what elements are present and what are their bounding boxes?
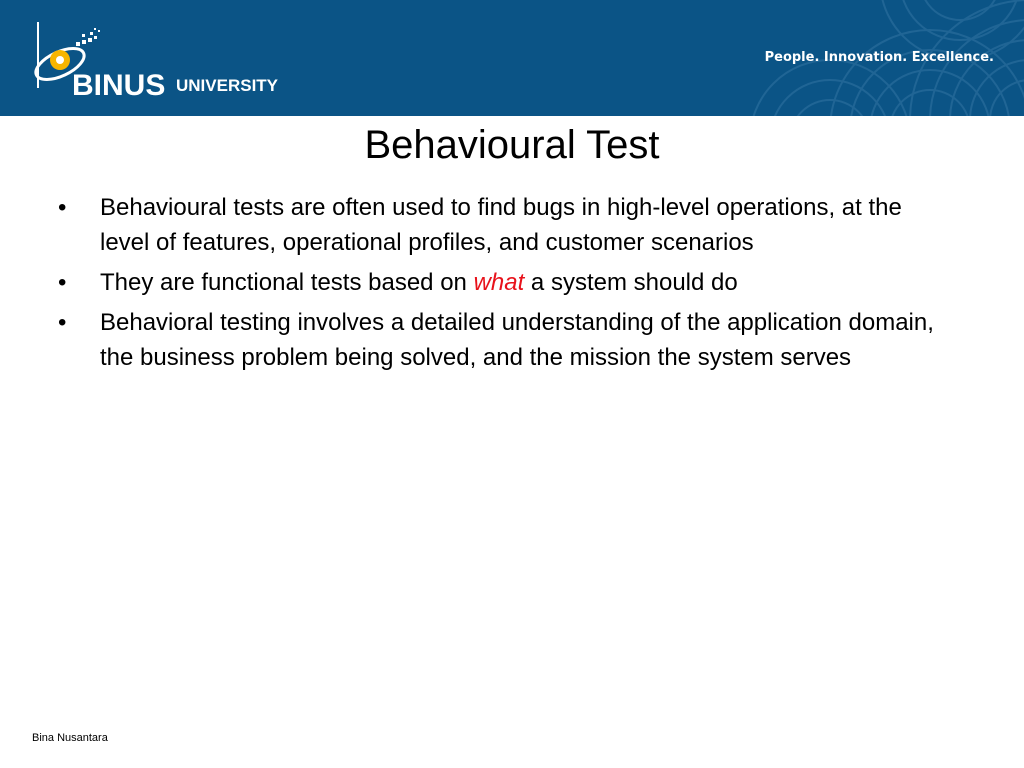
bullet-text: Behavioural tests are often used to find bugs in high-level operations, at the level of features, operational profiles, and customer scenarios — [100, 194, 902, 256]
bullet-text: Behavioral testing involves a detailed understanding of the application domain, the business problem being solved, and the mission the system serves — [100, 309, 934, 371]
logo-wordmark: BINUS — [72, 69, 166, 102]
footer-text: Bina Nusantara — [32, 732, 108, 744]
header-banner — [0, 0, 1024, 116]
bullet-list — [58, 190, 938, 380]
binus-logo — [30, 18, 300, 108]
bullet-item — [58, 190, 938, 260]
bullet-text-before: They are functional tests based on — [100, 269, 474, 296]
bullet-text-after: a system should do — [524, 269, 738, 296]
logo-subtitle: UNIVERSITY — [176, 76, 279, 95]
bullet-marker: • — [58, 194, 67, 221]
bullet-item — [58, 305, 938, 375]
bullet-item — [58, 265, 938, 300]
header-tagline: People. Innovation. Excellence. — [764, 50, 994, 65]
slide-title: Behavioural Test — [364, 123, 660, 167]
bullet-emphasis: what — [473, 269, 525, 296]
bullet-marker: • — [58, 269, 67, 296]
bullet-marker: • — [58, 309, 67, 336]
